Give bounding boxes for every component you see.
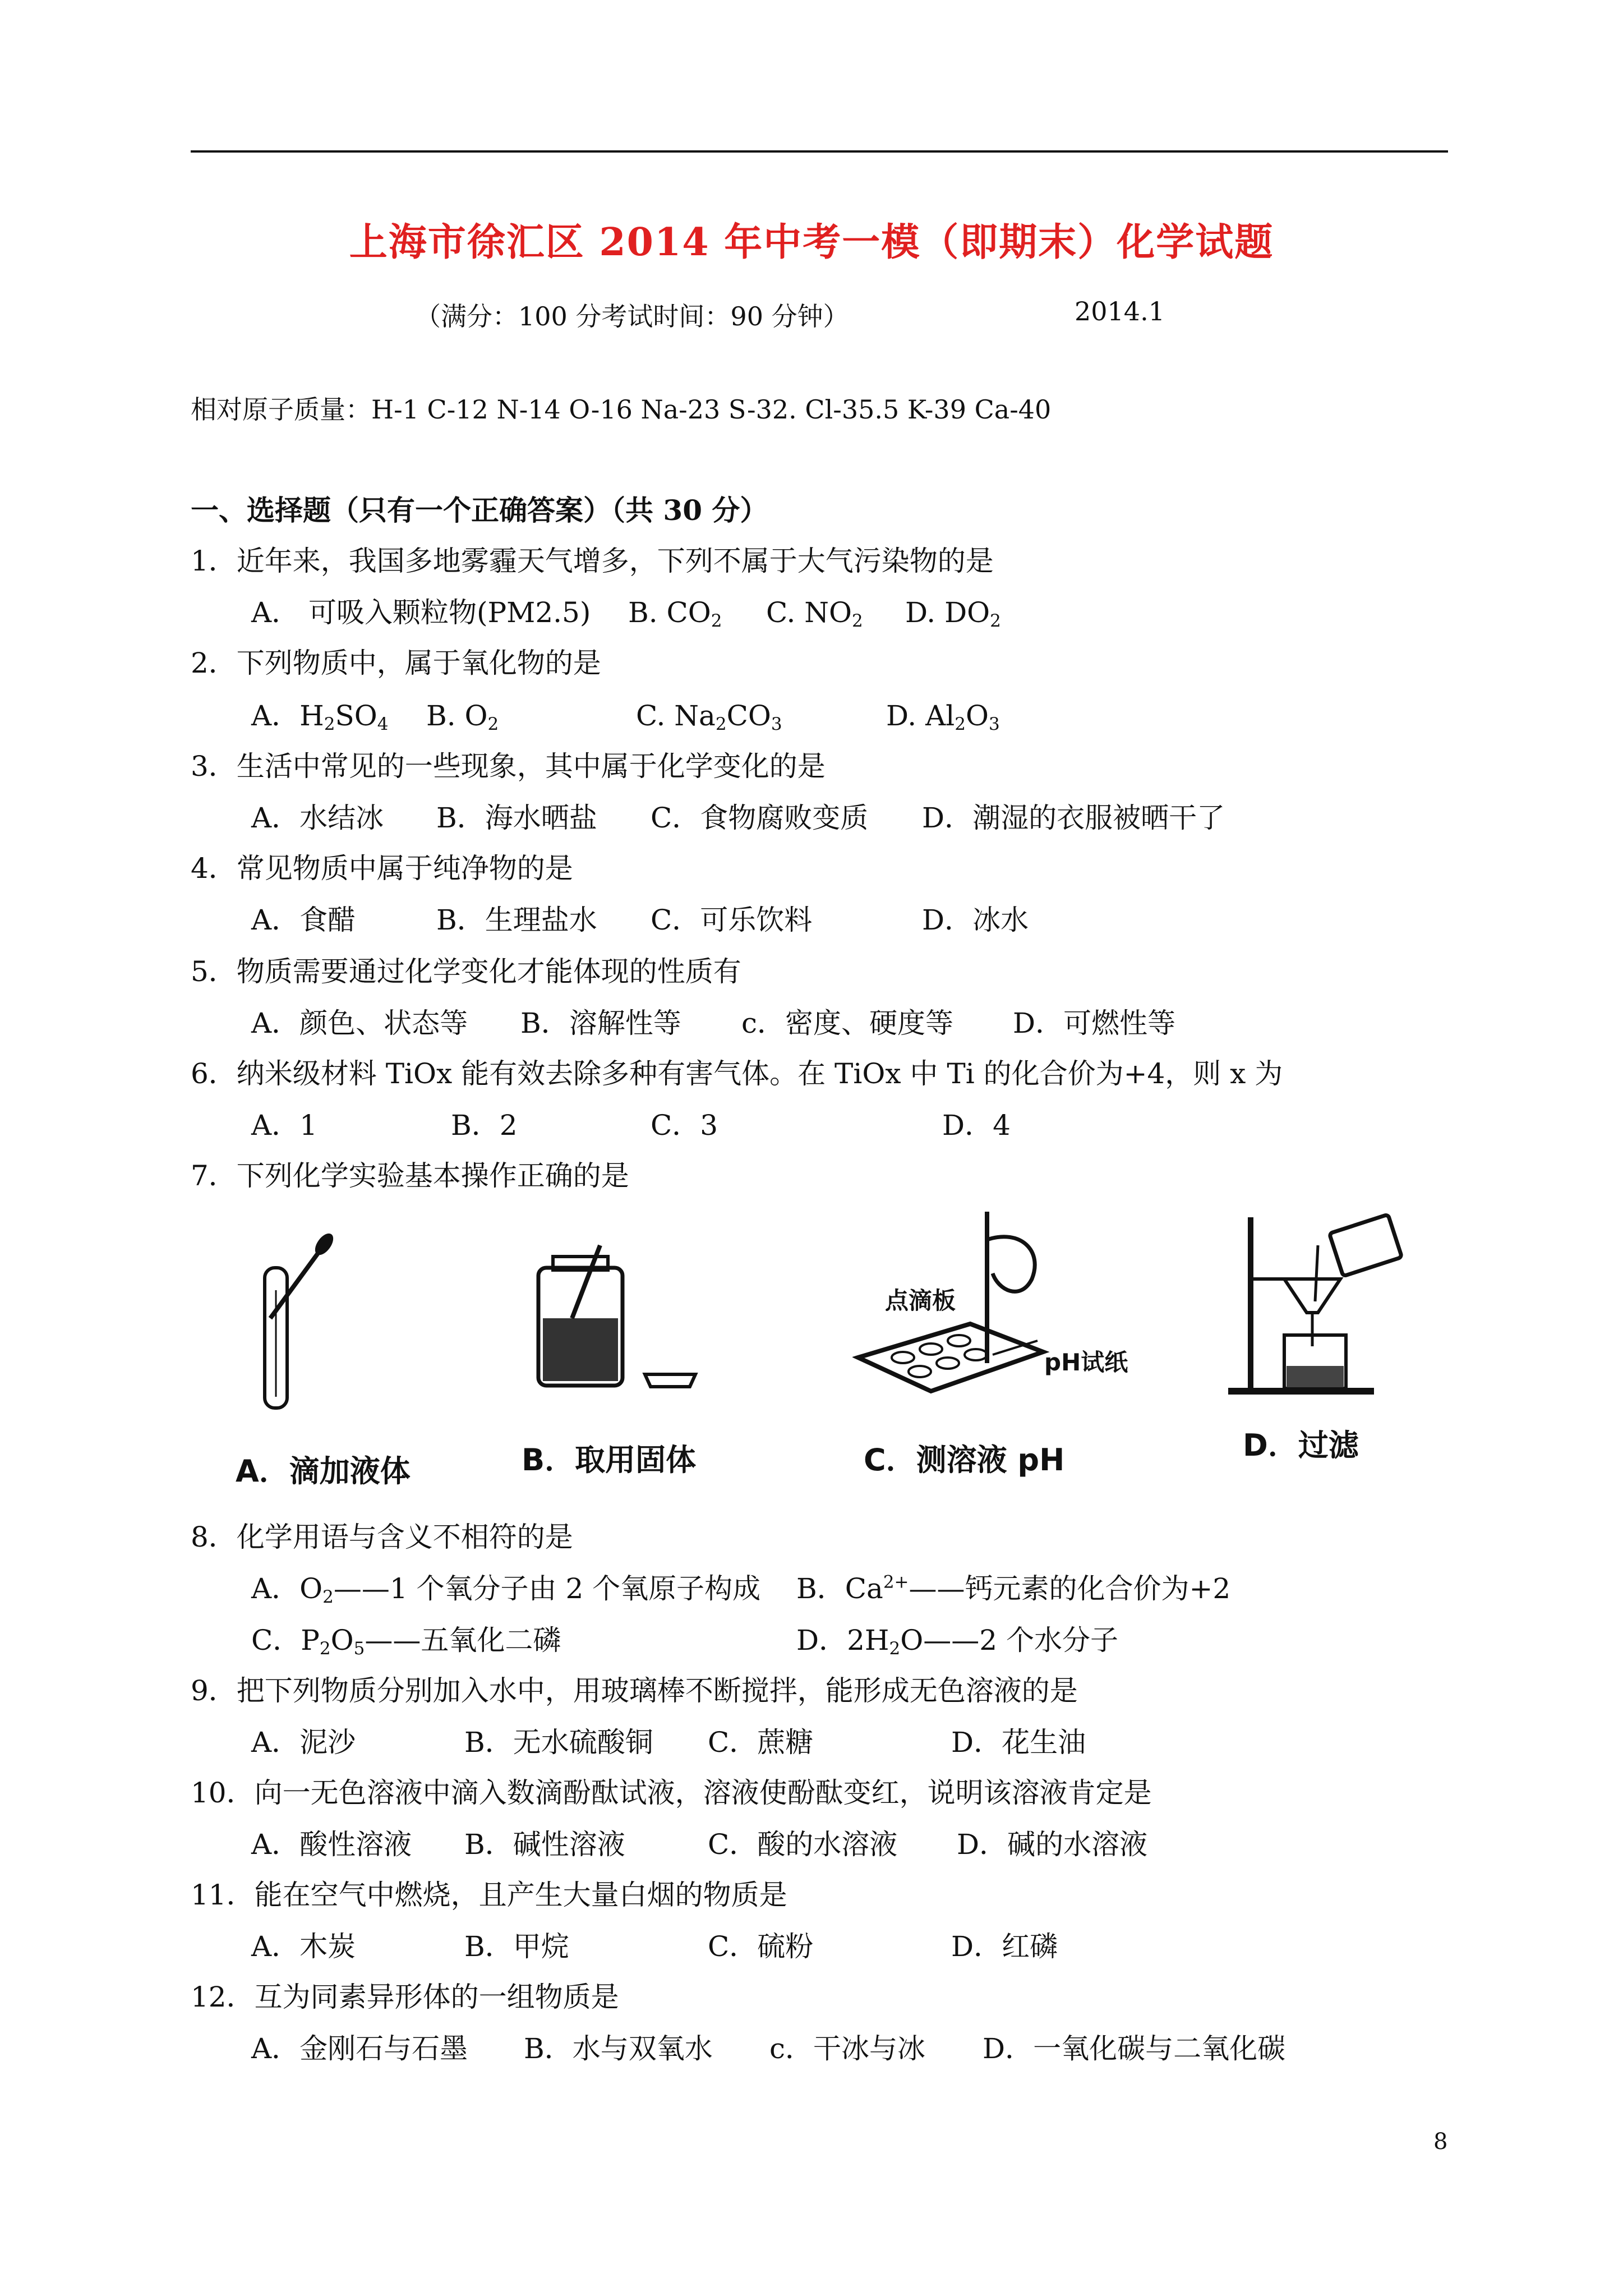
q1-option-b: B. $CO_2$ [628,596,722,631]
q8-option-d: D．$2H_2O——2$ 个水分子 [796,1624,1118,1659]
q3-option-c: C．食物腐败变质 [651,802,869,834]
q5-stem: 5．物质需要通过化学变化才能体现的性质有 [191,955,741,988]
q2-stem: 2．下列物质中，属于氧化物的是 [191,647,601,679]
jar-spatula-figure [527,1234,712,1402]
fig-label-c: C．测溶液 pH [864,1442,1065,1478]
q5-option-c: c．密度、硬度等 [741,1007,954,1039]
q10-option-a: A．酸性溶液 [251,1828,412,1861]
q1-option-d: D. $DO_2$ [905,596,1001,631]
q3-option-b: B．海水晒盐 [436,802,597,834]
q4-option-d: D．冰水 [922,904,1029,936]
exam-meta: （满分：100 分考试时间：90 分钟） [415,301,849,332]
q11-stem: 11．能在空气中燃烧，且产生大量白烟的物质是 [191,1879,787,1911]
dropper-test-tube-figure [236,1217,381,1453]
q10-stem: 10．向一无色溶液中滴入数滴酚酞试液，溶液使酚酞变红，说明该溶液肯定是 [191,1777,1152,1809]
q11-option-d: D．红磷 [951,1930,1058,1963]
fig-label-a: A．滴加液体 [236,1453,411,1489]
q11-option-c: C．硫粉 [708,1930,814,1963]
q3-option-d: D．潮湿的衣服被晒干了 [922,802,1225,834]
q2-option-d: D. $Al_2O_3$ [886,700,1000,734]
q4-option-c: C．可乐饮料 [651,904,813,936]
ph-paper-label: pH试纸 [1044,1349,1128,1376]
q9-stem: 9．把下列物质分别加入水中，用玻璃棒不断搅拌，能形成无色溶液的是 [191,1674,1078,1707]
filtration-figure [1223,1206,1424,1408]
fig-label-d: D．过滤 [1243,1428,1359,1463]
q8-option-a: A．$O_2——1$ 个氧分子由 2 个氧原子构成 [251,1572,761,1607]
q4-option-a: A．食醋 [251,904,356,936]
q10-option-d: D．碱的水溶液 [957,1828,1148,1861]
q5-option-a: A．颜色、状态等 [251,1007,468,1039]
q6-option-a: A．1 [251,1109,317,1142]
q10-option-c: C．酸的水溶液 [708,1828,898,1861]
q9-option-d: D．花生油 [951,1726,1086,1759]
q7-stem: 7．下列化学实验基本操作正确的是 [191,1159,629,1192]
exam-title: 上海市徐汇区 2014 年中考一模（即期末）化学试题 [349,220,1274,265]
q5-option-d: D．可燃性等 [1013,1007,1176,1039]
atomic-masses: 相对原子质量：H-1 C-12 N-14 O-16 Na-23 S-32. Cl-35.5 K-39 Ca-40 [191,394,1052,425]
q1-option-a: A． 可吸入颗粒物(PM2.5) [251,596,591,629]
q11-option-a: A．木炭 [251,1930,356,1963]
q2-option-c: C. $Na_2CO_3$ [636,700,782,734]
q6-stem: 6．纳米级材料 TiOx 能有效去除多种有害气体。在 TiOx 中 Ti 的化合价为+4，则 x 为 [191,1057,1283,1090]
q6-option-c: C．3 [651,1109,718,1142]
q3-option-a: A．水结冰 [251,802,384,834]
spot-plate-label: 点滴板 [885,1287,956,1314]
q9-option-b: B．无水硫酸铜 [464,1726,653,1759]
q12-option-b: B．水与双氧水 [524,2032,713,2065]
q12-option-a: A．金刚石与石墨 [251,2032,468,2065]
q2-option-a: A．$H_2SO_4$ [251,700,389,734]
q11-option-b: B．甲烷 [464,1930,569,1963]
q12-option-c: c．干冰与冰 [769,2032,926,2065]
q8-stem: 8．化学用语与含义不相符的是 [191,1521,573,1553]
q3-stem: 3．生活中常见的一些现象，其中属于化学变化的是 [191,750,826,783]
q4-option-b: B．生理盐水 [436,904,597,936]
q8-option-b: B．$Ca^{2+}——$钙元素的化合价为+2 [796,1572,1231,1605]
q9-option-c: C．蔗糖 [708,1726,814,1759]
q10-option-b: B．碱性溶液 [464,1828,625,1861]
q5-option-b: B．溶解性等 [520,1007,681,1039]
q12-option-d: D．一氧化碳与二氧化碳 [983,2032,1286,2065]
section-heading: 一、选择题（只有一个正确答案）（共 30 分） [191,494,768,527]
fig-label-b: B．取用固体 [522,1442,697,1478]
q8-option-c: C．$P_2O_5——$五氧化二磷 [251,1624,561,1659]
q4-stem: 4．常见物质中属于纯净物的是 [191,852,573,885]
q1-option-c: C. $NO_2$ [766,596,863,631]
q2-option-b: B. $O_2$ [426,700,499,734]
q6-option-b: B．2 [451,1109,518,1142]
q9-option-a: A．泥沙 [251,1726,356,1759]
q12-stem: 12．互为同素异形体的一组物质是 [191,1981,619,2013]
page-number: 8 [1433,2129,1448,2155]
q1-stem: 1．近年来，我国多地雾霾天气增多，下列不属于大气污染物的是 [191,545,994,577]
header-rule [191,150,1448,153]
exam-date: 2014.1 [1075,296,1165,326]
q6-option-d: D．4 [942,1109,1011,1142]
